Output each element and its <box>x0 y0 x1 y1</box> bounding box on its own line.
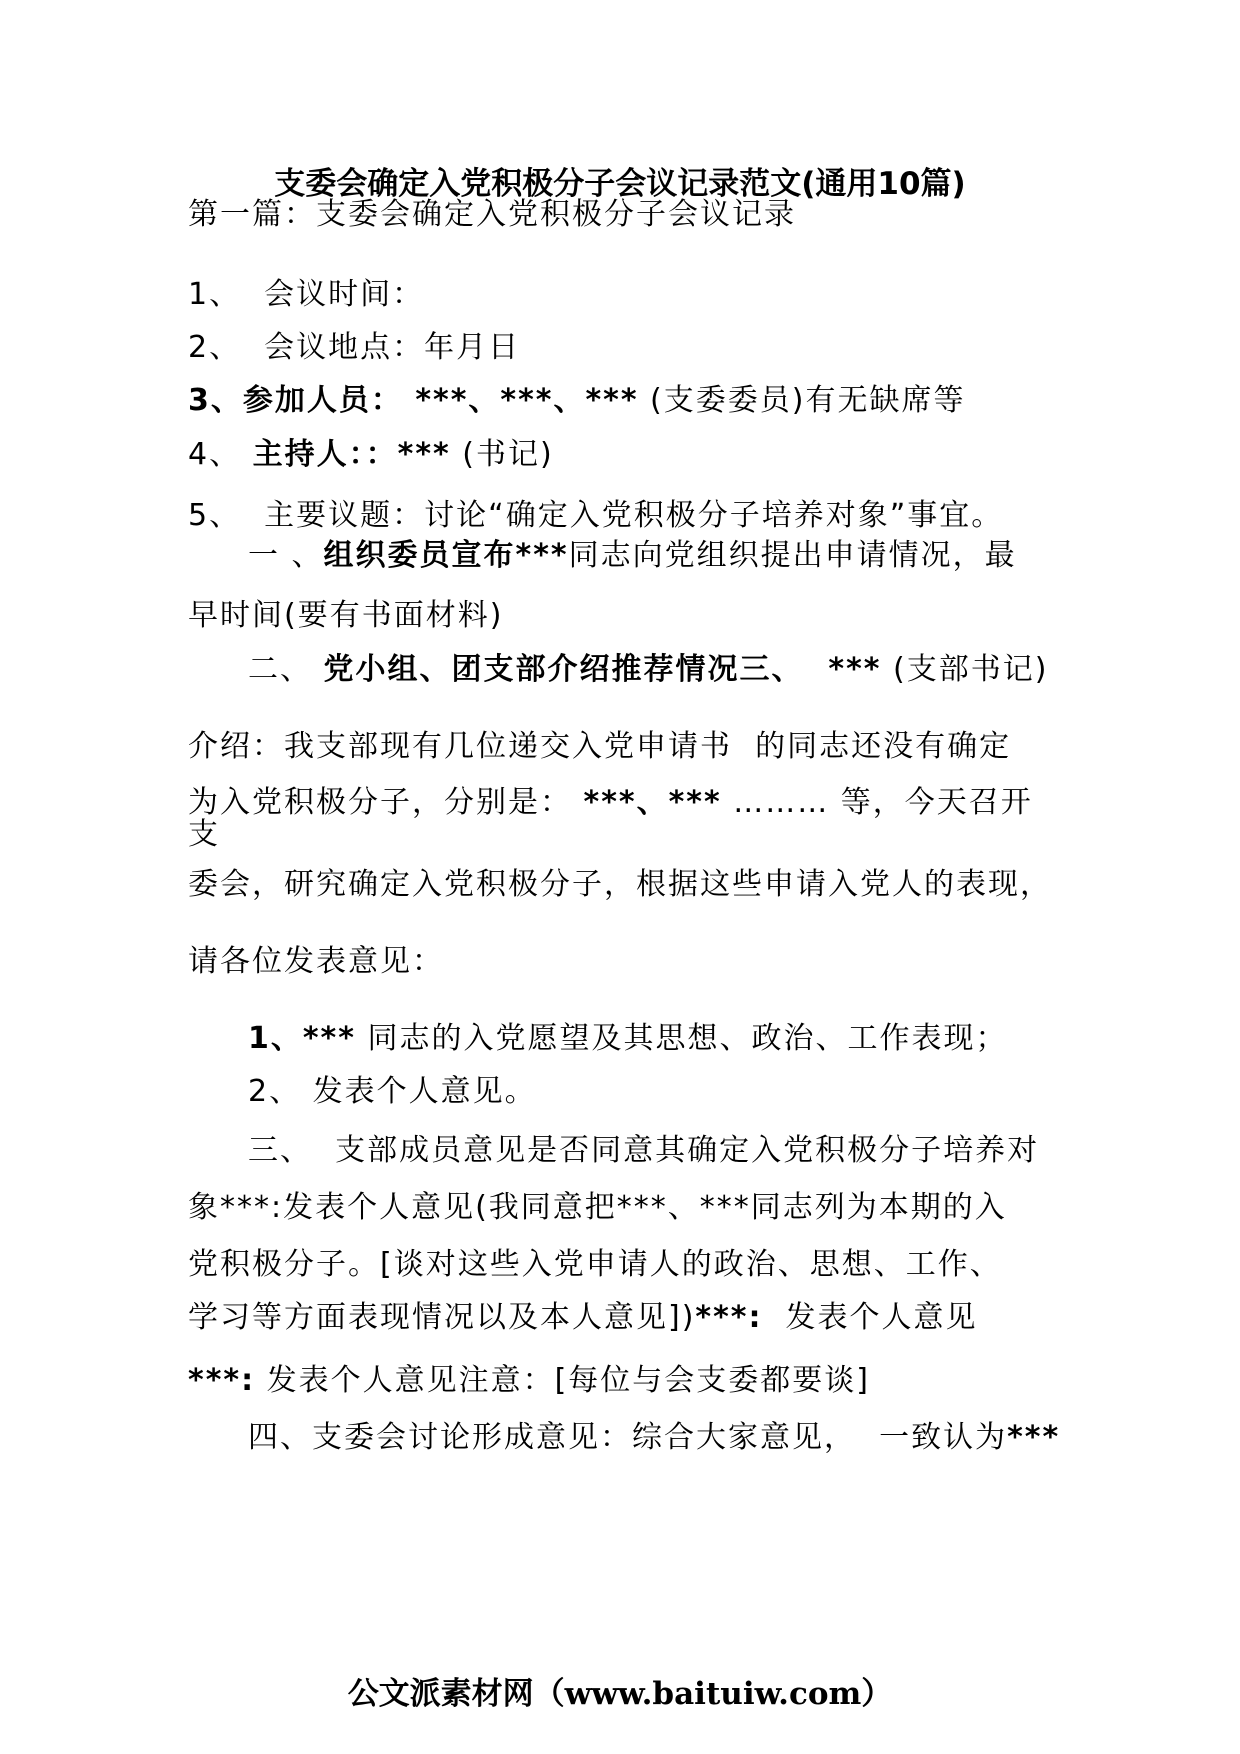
point-one <box>248 1020 1008 1058</box>
section-three-line-5-bold: ***: <box>188 1363 256 1398</box>
item-meeting-time: 1、 会议时间： <box>188 277 425 312</box>
footer-source: 公文派素材网（www.baituiw.com） <box>347 1676 893 1712</box>
section-three-line-4-a: 学习等方面表现情况以及本人意见]) <box>188 1300 696 1335</box>
point-one-bold: 1、*** <box>248 1021 356 1056</box>
intro-line-1: 介绍：我支部现有几位递交入党申请书 的同志还没有确定 <box>188 729 1012 764</box>
section-two-note: (支部书记) <box>881 652 1049 687</box>
section-three-line-5-text: 发表个人意见注意：[每位与会支委都要谈] <box>255 1363 871 1398</box>
intro-line-2-bold: ***、*** <box>583 785 722 820</box>
section-one <box>248 537 1017 575</box>
intro-line-2 <box>188 784 1033 822</box>
item-attendees <box>188 382 965 420</box>
intro-line-4: 请各位发表意见： <box>188 944 444 979</box>
document-title: 支委会确定入党积极分子会议记录范文(通用10篇) <box>274 166 966 202</box>
attendees-names: ***、***、*** <box>402 383 639 418</box>
intro-line-2-a: 为入党积极分子，分别是： <box>188 785 584 820</box>
host-label: 主持人：：*** <box>252 437 451 472</box>
section-three-line-4-b: 发表个人意见 <box>762 1300 978 1335</box>
section-two <box>248 651 1048 689</box>
item-main-topic: 5、 主要议题：讨论“确定入党积极分子培养对象”事宜。 <box>188 498 1004 533</box>
section-two-prefix: 二、 <box>248 652 324 687</box>
point-two: 2、 发表个人意见。 <box>248 1074 537 1109</box>
section-one-text: 同志向党组织提出申请情况，最 <box>568 538 1017 573</box>
section-three-line-4-bold: ***: <box>695 1300 763 1335</box>
section-three-line-3: 党积极分子。[谈对这些入党申请人的政治、思想、工作、 <box>188 1247 1002 1282</box>
intro-line-3: 委会，研究确定入党积极分子，根据这些申请入党人的表现， <box>188 867 1052 902</box>
section-one-bold: 组织委员宣布*** <box>323 538 569 573</box>
section-four-text: 四、支委会讨论形成意见：综合大家意见， 一致认为 <box>248 1420 1008 1455</box>
item-host <box>188 436 554 474</box>
section-three-line-5 <box>188 1362 870 1400</box>
host-number: 4、 <box>188 437 253 472</box>
intro-line-2-wrap: 支 <box>188 817 220 852</box>
section-one-continuation: 早时间(要有书面材料) <box>188 598 504 633</box>
section-three-line-2: 象***:发表个人意见(我同意把***、***同志列为本期的入 <box>188 1190 1007 1225</box>
section-three-line-4 <box>188 1299 978 1337</box>
attendees-note: (支委委员)有无缺席等 <box>638 383 966 418</box>
section-four <box>248 1419 1060 1457</box>
section-one-prefix: 一 、 <box>248 538 324 573</box>
item-meeting-place: 2、 会议地点：年月日 <box>188 330 521 365</box>
point-one-text: 同志的入党愿望及其思想、政治、工作表现； <box>355 1021 1008 1056</box>
host-note: (书记) <box>450 437 554 472</box>
attendees-label: 3、参加人员： <box>188 383 403 418</box>
section-three-line-1: 三、 支部成员意见是否同意其确定入党积极分子培养对 <box>248 1133 1040 1168</box>
chapter-heading: 第一篇：支委会确定入党积极分子会议记录 <box>188 197 796 232</box>
section-two-bold: 党小组、团支部介绍推荐情况三、 *** <box>323 652 882 687</box>
intro-line-2-b: ……… 等，今天召开 <box>721 785 1033 820</box>
section-four-bold: *** <box>1007 1420 1061 1455</box>
